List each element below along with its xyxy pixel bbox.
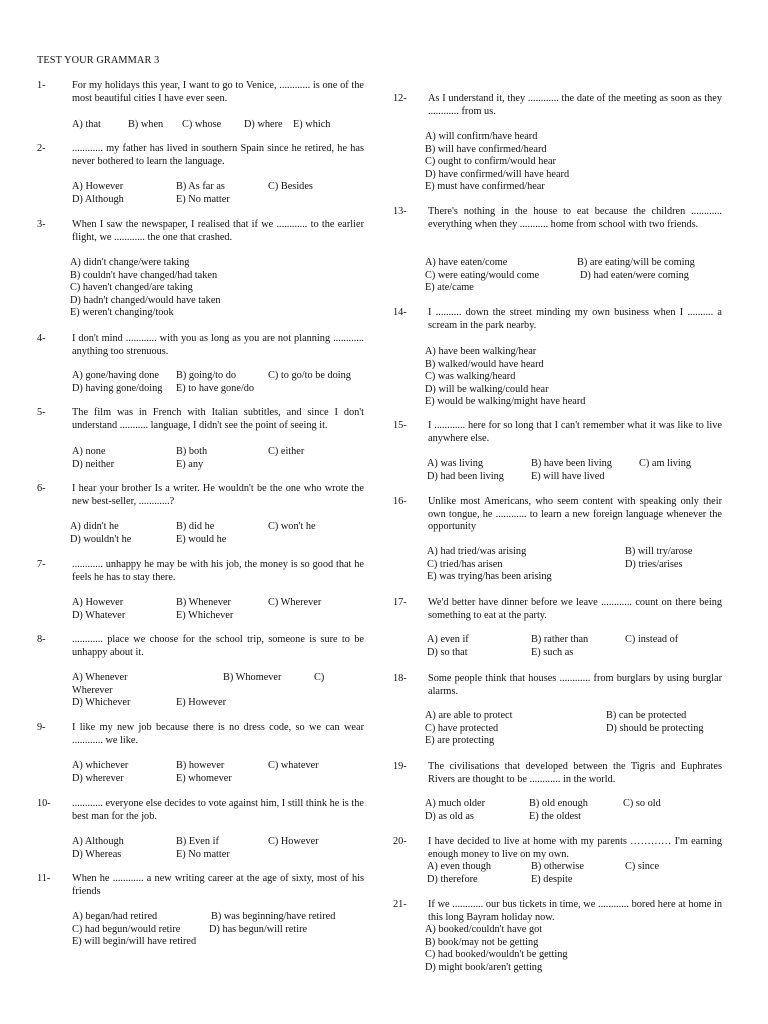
answer-option[interactable]: C) have protected — [425, 722, 499, 734]
answer-option[interactable]: C) to go/to be doing — [268, 370, 351, 381]
question-number: 21- — [393, 899, 407, 910]
question-text: I ............ here for so long that I can't remember what it was like to live anywhere else. — [428, 420, 722, 444]
question-text: We'd better have dinner before we leave ............ count on there being something to eat at the party. — [428, 597, 722, 621]
answer-option[interactable]: C) Wherever — [268, 597, 322, 608]
answer-option[interactable]: B) otherwise — [531, 861, 584, 872]
question-number: 18- — [393, 673, 407, 684]
answer-option[interactable]: D) will be walking/could hear — [425, 383, 549, 395]
question-number: 8- — [37, 634, 46, 645]
question-number: 14- — [393, 307, 407, 318]
answer-option[interactable]: E) ate/came — [425, 282, 474, 294]
answer-option[interactable]: A) will confirm/have heard — [425, 131, 538, 142]
question-text: ............ my father has lived in southern Spain since he retired, he has never bothered to learn the language. — [72, 143, 364, 167]
answer-option[interactable]: A) much older — [425, 798, 486, 809]
answer-option[interactable]: A) didn't change/were taking — [70, 257, 190, 268]
answer-option[interactable]: E) such as — [531, 646, 574, 658]
answer-option[interactable]: B) going/to do — [176, 370, 237, 381]
question-number: 17- — [393, 597, 407, 608]
question-number: 10- — [37, 798, 51, 809]
answer-option[interactable]: B) was beginning/have retired — [211, 911, 336, 922]
question-number: 4- — [37, 333, 46, 344]
answer-option[interactable]: C) had booked/wouldn't be getting — [425, 949, 568, 961]
answer-option[interactable]: C) were eating/would come — [425, 269, 540, 281]
answer-option[interactable]: A) gone/having done — [72, 370, 159, 381]
question-text: ............ unhappy he may be with his job, the money is so good that he feels he has to stay there. — [72, 559, 364, 583]
answer-option[interactable]: A) However — [72, 181, 124, 192]
question-text: There's nothing in the house to eat because the children ............ everything when they ........... home from school with two friends. — [428, 206, 722, 230]
answer-option[interactable]: B) old enough — [529, 798, 588, 809]
answer-option[interactable]: D) had been living — [427, 470, 504, 482]
answer-option[interactable]: D) Although — [72, 193, 124, 205]
answer-option[interactable]: E) However — [176, 697, 227, 709]
answer-option[interactable]: C) instead of — [625, 634, 679, 645]
answer-option[interactable]: B) when — [128, 119, 164, 130]
answer-option[interactable]: B) will have confirmed/heard — [425, 143, 547, 155]
answer-option[interactable]: D) should be protecting — [606, 722, 704, 734]
answer-option[interactable]: E) No matter — [176, 848, 230, 860]
question-number: 9- — [37, 722, 46, 733]
answer-option[interactable]: C) tried/has arisen — [427, 558, 503, 570]
answer-option[interactable]: A) that — [72, 119, 101, 130]
answer-option[interactable]: C) am living — [639, 458, 692, 469]
answer-option[interactable]: C) However — [268, 836, 319, 847]
answer-option[interactable]: C) — [314, 672, 325, 683]
answer-option[interactable]: B) however — [176, 760, 225, 771]
question-text: Some people think that houses ............ from burglars by using burglar alarms. — [428, 673, 722, 697]
answer-option[interactable]: A) However — [72, 597, 124, 608]
answer-option[interactable]: E) despite — [531, 873, 573, 885]
answer-option[interactable]: D) Whereas — [72, 848, 122, 860]
question-text: ............ place we choose for the school trip, someone is sure to be unhappy about it. — [72, 634, 364, 658]
page-title: TEST YOUR GRAMMAR 3 — [37, 55, 160, 66]
question-text: For my holidays this year, I want to go to Venice, ............ is one of the most beautiful cities I have ever seen. — [72, 80, 364, 104]
answer-option[interactable]: D) as old as — [425, 810, 474, 822]
answer-option[interactable]: C) haven't changed/are taking — [70, 282, 193, 294]
answer-option[interactable]: A) even if — [427, 634, 469, 645]
answer-option[interactable]: B) Whomever — [223, 672, 282, 683]
answer-option[interactable]: E) No matter — [176, 193, 230, 205]
answer-option[interactable]: E) would he — [176, 533, 227, 545]
answer-option[interactable]: B) will try/arose — [625, 546, 693, 557]
answer-option[interactable]: C) was walking/heard — [425, 371, 516, 383]
answer-option[interactable]: A) are able to protect — [425, 710, 513, 721]
question-number: 5- — [37, 407, 46, 418]
answer-option[interactable]: A) even though — [427, 861, 492, 872]
answer-option[interactable]: E) which — [293, 119, 331, 130]
answer-option[interactable]: D) wherever — [72, 772, 124, 784]
question-text: I hear your brother Is a writer. He wouldn't be the one who wrote the new best-seller, ............? — [72, 483, 364, 507]
question-number: 12- — [393, 93, 407, 104]
question-text: When he ............ a new writing career at the age of sixty, most of his friends — [72, 873, 364, 897]
answer-option[interactable]: B) both — [176, 446, 208, 457]
question-text: The civilisations that developed between the Tigris and Euphrates Rivers are thought to be ............ in the world. — [428, 761, 722, 785]
answer-option[interactable]: D) might book/aren't getting — [425, 961, 543, 973]
question-number: 3- — [37, 219, 46, 230]
question-text: As I understand it, they ............ the date of the meeting as soon as they ............ from us. — [428, 93, 722, 117]
answer-option[interactable]: D) has begun/will retire — [209, 923, 308, 935]
answer-option[interactable]: B) can be protected — [606, 710, 687, 721]
answer-option[interactable]: C) had begun/would retire — [72, 923, 181, 935]
answer-option[interactable]: D) therefore — [427, 873, 478, 885]
answer-option[interactable]: E) will have lived — [531, 470, 605, 482]
question-text: I .......... down the street minding my own business when I .......... a scream in the park nearby. — [428, 307, 722, 331]
answer-option[interactable]: D) have confirmed/will have heard — [425, 168, 570, 180]
question-number: 1- — [37, 80, 46, 91]
answer-option[interactable]: E) the oldest — [529, 810, 582, 822]
answer-option[interactable]: Wherever — [72, 684, 113, 696]
question-number: 20- — [393, 836, 407, 847]
answer-option[interactable]: E) will begin/will have retired — [72, 936, 197, 948]
question-number: 15- — [393, 420, 407, 431]
answer-option[interactable]: E) must have confirmed/hear — [425, 181, 545, 193]
answer-option[interactable]: C) so old — [623, 798, 661, 809]
answer-option[interactable]: C) won't he — [268, 521, 316, 532]
answer-option[interactable]: B) As far as — [176, 181, 225, 192]
question-text: When I saw the newspaper, I realised that if we ............ to the earlier flight, we ............ the one that crashed. — [72, 219, 364, 243]
question-number: 7- — [37, 559, 46, 570]
question-number: 16- — [393, 496, 407, 507]
answer-option[interactable]: E) Whichever — [176, 609, 234, 621]
question-number: 2- — [37, 143, 46, 154]
answer-option[interactable]: A) have been walking/hear — [425, 346, 537, 357]
answer-option[interactable]: A) didn't he — [70, 521, 119, 532]
answer-option[interactable]: D) where — [244, 119, 283, 130]
question-number: 6- — [37, 483, 46, 494]
answer-option[interactable]: D) wouldn't he — [70, 533, 132, 545]
answer-option[interactable]: E) any — [176, 458, 204, 470]
answer-option[interactable]: B) rather than — [531, 634, 589, 645]
question-text: The film was in French with Italian subtitles, and since I don't understand ........... language, I didn't see the point of seeing it. — [72, 407, 364, 431]
answer-option[interactable]: A) was living — [427, 458, 484, 469]
answer-option[interactable]: B) Even if — [176, 836, 219, 847]
answer-option[interactable]: A) had tried/was arising — [427, 546, 527, 557]
answer-option[interactable]: D) Whatever — [72, 609, 126, 621]
answer-option[interactable]: B) book/may not be getting — [425, 936, 539, 948]
answer-option[interactable]: E) was trying/has been arising — [427, 571, 552, 583]
answer-option[interactable]: C) either — [268, 446, 305, 457]
answer-option[interactable]: C) since — [625, 861, 660, 872]
answer-option[interactable]: B) walked/would have heard — [425, 358, 544, 370]
answer-option[interactable]: D) having gone/doing — [72, 382, 163, 394]
question-text: Unlike most Americans, who seem content with speaking only their own tongue, he ............ to learn a new foreign language whenever the opportunity — [428, 496, 722, 533]
answer-option[interactable]: A) have eaten/come — [425, 257, 508, 268]
answer-option[interactable]: A) none — [72, 446, 106, 457]
question-number: 13- — [393, 206, 407, 217]
answer-option[interactable]: D) so that — [427, 646, 468, 658]
answer-option[interactable]: D) neither — [72, 458, 115, 470]
answer-option[interactable]: D) Whichever — [72, 697, 131, 709]
answer-option[interactable]: D) hadn't changed/would have taken — [70, 294, 221, 306]
question-text: I have decided to live at home with my parents ………… I'm earning enough money to live on my own. — [428, 836, 722, 860]
question-number: 19- — [393, 761, 407, 772]
answer-option[interactable]: E) whomever — [176, 772, 232, 784]
question-text: I like my new job because there is no dress code, so we can wear ............ we like. — [72, 722, 364, 746]
answer-option[interactable]: C) ought to confirm/would hear — [425, 156, 556, 168]
question-number: 11- — [37, 873, 51, 884]
question-text: If we ............ our bus tickets in time, we ............ bored here at home in this long Bayram holiday now. — [428, 899, 722, 923]
answer-option[interactable]: A) Whenever — [72, 672, 128, 683]
answer-option[interactable]: B) have been living — [531, 458, 612, 469]
answer-option[interactable]: B) did he — [176, 521, 215, 532]
answer-option[interactable]: E) weren't changing/took — [70, 307, 174, 319]
answer-option[interactable]: C) whatever — [268, 760, 319, 771]
question-text: I don't mind ............ with you as long as you are not planning ............ anything too strenuous. — [72, 333, 364, 357]
answer-option[interactable]: C) whose — [182, 119, 222, 130]
answer-option[interactable]: A) Although — [72, 836, 124, 847]
answer-option[interactable]: A) whichever — [72, 760, 129, 771]
answer-option[interactable]: E) to have gone/do — [176, 382, 255, 394]
answer-option[interactable]: C) Besides — [268, 181, 313, 192]
answer-option[interactable]: D) had eaten/were coming — [580, 269, 689, 281]
answer-option[interactable]: D) tries/arises — [625, 558, 683, 570]
answer-option[interactable]: B) couldn't have changed/had taken — [70, 269, 218, 281]
answer-option[interactable]: A) began/had retired — [72, 911, 158, 922]
answer-option[interactable]: B) are eating/will be coming — [577, 257, 695, 268]
answer-option[interactable]: E) are protecting — [425, 735, 495, 747]
question-text: ............ everyone else decides to vote against him, I still think he is the best man for the job. — [72, 798, 364, 822]
answer-option[interactable]: B) Whenever — [176, 597, 231, 608]
answer-option[interactable]: A) booked/couldn't have got — [425, 924, 543, 935]
answer-option[interactable]: E) would be walking/might have heard — [425, 396, 586, 408]
